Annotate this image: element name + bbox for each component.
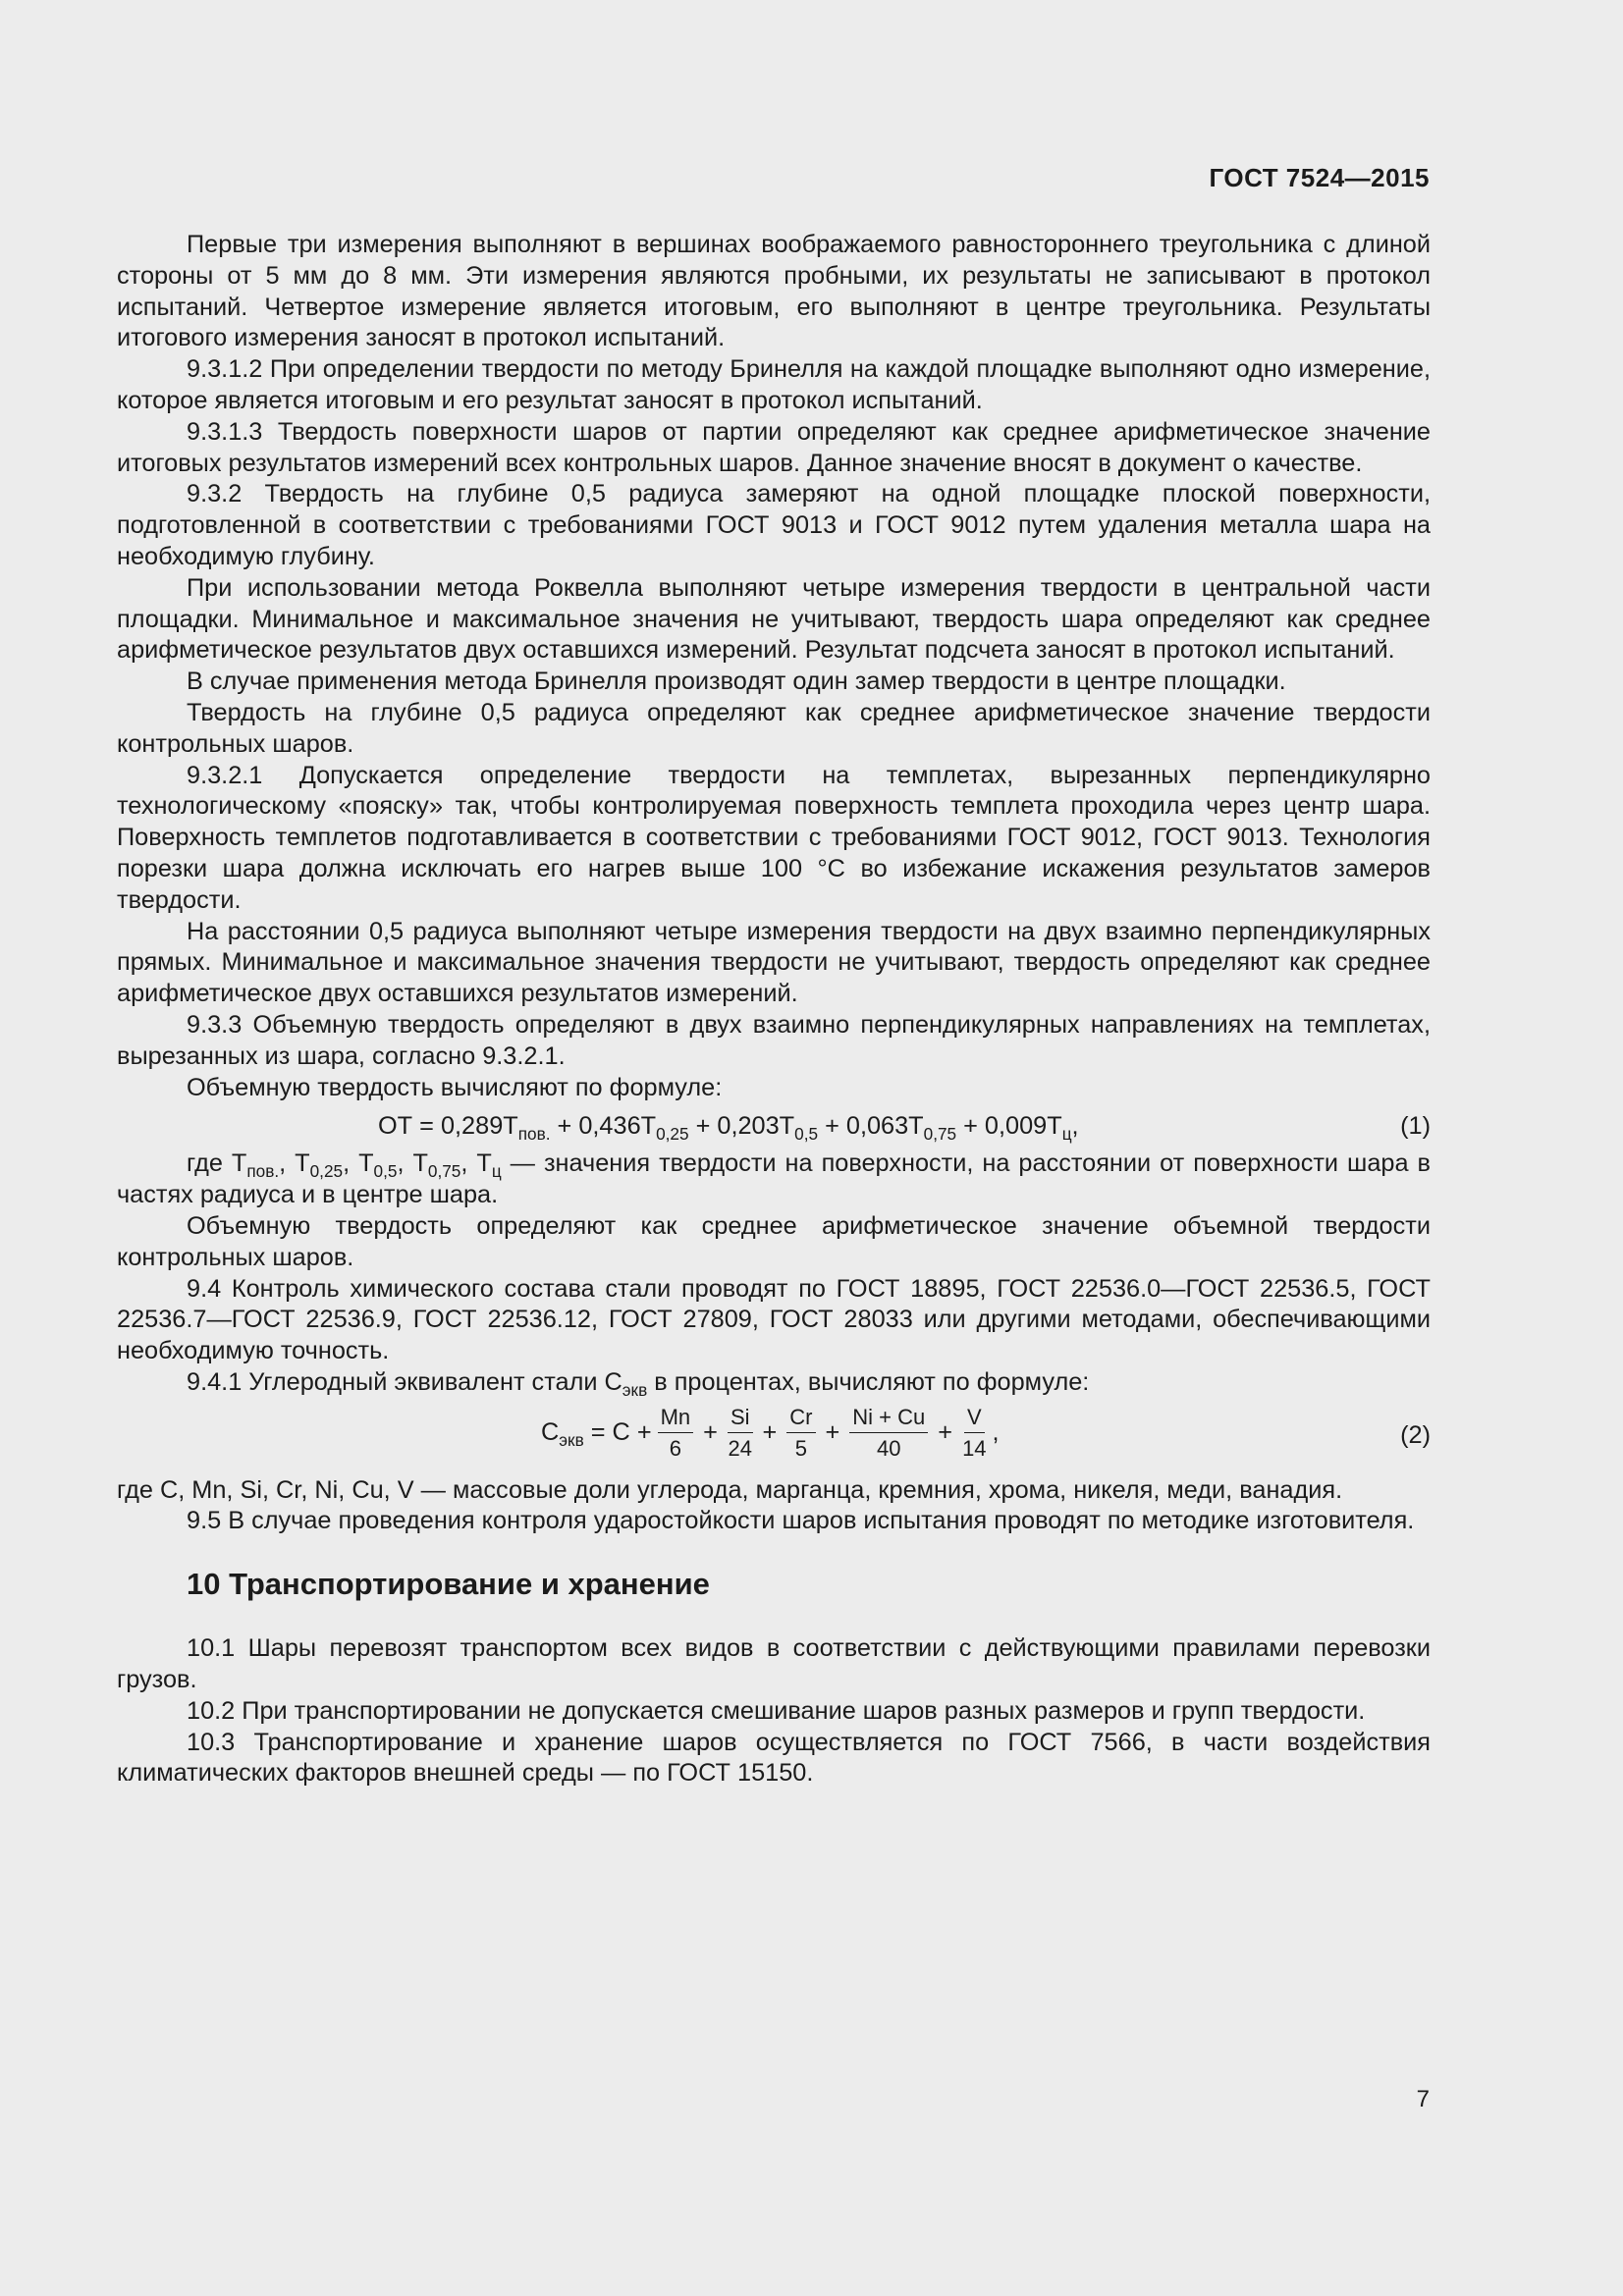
paragraph: 9.3.1.2 При определении твердости по методу Бринелля на каждой площадке выполняют одно измерение, которое является итоговым и его результат заносят в протокол испытаний.	[117, 355, 1431, 414]
paragraph: 9.3.2 Твердость на глубине 0,5 радиуса замеряют на одной площадке плоской поверхности, подготовленной в соответствии с требованиями ГОСТ 9013 и ГОСТ 9012 путем удаления металла шара на необходимую глубину.	[117, 480, 1431, 570]
paragraph: Объемную твердость определяют как среднее арифметическое значение объемной твердости контрольных шаров.	[117, 1211, 1431, 1271]
paragraph: На расстоянии 0,5 радиуса выполняют четыре измерения твердости на двух взаимно перпендикулярных прямых. Минимальное и максимальное значения твердости не учитывают, твердость определяют как среднее арифметическое двух оставшихся результатов измерений.	[117, 917, 1431, 1008]
formula-1-expression: ОТ = $0,289Т_{пов.} + 0,436Т_{0,25} + 0,203Т_{0,5} + 0,063Т_{0,75} + 0,009Т_ц$,	[378, 1112, 1079, 1145]
paragraph: 9.5 В случае проведения контроля ударостойкости шаров испытания проводят по методике изготовителя.	[187, 1507, 1415, 1535]
fraction: $\frac{Mn}{6}$	[658, 1405, 694, 1463]
paragraph: Объемную твердость вычисляют по формуле:	[187, 1073, 723, 1101]
page-number: 7	[1416, 2086, 1430, 2112]
paragraph-9-4-1: 9.4.1 Углеродный эквивалент стали $С_{экв}$ в процентах, вычисляют по формуле:	[187, 1367, 1090, 1400]
paragraph: 10.1 Шары перевозят транспортом всех видов в соответствии с действующими правилами перевозки грузов.	[117, 1634, 1431, 1694]
fraction: $\frac{Ni + Cu}{40}$	[849, 1405, 928, 1463]
paragraph: 9.4 Контроль химического состава стали проводят по ГОСТ 18895, ГОСТ 22536.0—ГОСТ 22536.5, ГОСТ 22536.7—ГОСТ 22536.9, ГОСТ 22536.12, ГОСТ 27809, ГОСТ 28033 или другими методами, обеспечивающими необходимую точность.	[117, 1274, 1431, 1365]
fraction: $\frac{Si}{24}$	[728, 1404, 752, 1461]
paragraph: 9.3.2.1 Допускается определение твердости на темплетах, вырезанных перпендикулярно технологическому «пояску» так, чтобы контролируемая поверхность темплета проходила через центр шара. Поверхность темплетов подготавливается в соответствии с требованиями ГОСТ 9012, ГОСТ 9013. Технология порезки шара должна исключать его нагрев выше 100 °С во избежание искажения результатов замеров твердости.	[117, 761, 1431, 914]
paragraph: 9.3.3 Объемную твердость определяют в двух взаимно перпендикулярных направлениях на темплетах, вырезанных из шара, согласно 9.3.2.1.	[117, 1010, 1431, 1070]
paragraph: В случае применения метода Бринелля производят один замер твердости в центре площадки.	[187, 667, 1286, 696]
paragraph: 9.3.1.3 Твердость поверхности шаров от партии определяют как среднее арифметическое значение итоговых результатов измерений всех контрольных шаров. Данное значение вносят в документ о качестве.	[117, 417, 1431, 477]
fraction: $\frac{Cr}{5}$	[786, 1405, 815, 1463]
body-text	[117, 230, 1431, 1789]
paragraph: Первые три измерения выполняют в вершинах воображаемого равностороннего треугольника с длиной стороны от 5 мм до 8 мм. Эти измерения являются пробными, их результаты не записывают в протокол испытаний. Четвертое измерение является итоговым, его выполняют в центре треугольника. Результаты итогового измерения заносят в протокол испытаний.	[117, 231, 1431, 352]
formula-1	[117, 1105, 1431, 1147]
fraction: $\frac{V}{14}$	[962, 1404, 987, 1461]
paragraph: 10.2 При транспортировании не допускается смешивание шаров разных размеров и групп твердости.	[187, 1696, 1366, 1725]
formula-2-number: (2)	[1400, 1420, 1431, 1449]
formula-2	[117, 1403, 1431, 1471]
formula-1-number: (1)	[1400, 1112, 1431, 1141]
section-title: 10 Транспортирование и хранение	[187, 1567, 710, 1602]
paragraph: Твердость на глубине 0,5 радиуса определяют как среднее арифметическое значение твердости контрольных шаров.	[117, 698, 1431, 758]
formula-1-legend: где $Т_{пов.}$, $Т_{0,25}$, $Т_{0,5}$, $Т_{0,75}$, $Т_ц$ — значения твердости на поверхности, на расстоянии от поверхности шара в частях радиуса и в центре шара.	[117, 1149, 1431, 1209]
formula-2-expression: $С_{экв} = С$ + $\frac{Mn}{6}$ + $\frac{Si}{24}$ + $\frac{Cr}{5}$ + $\frac{Ni + Cu}{40}$ + $\frac{V}{14}$ ,	[541, 1404, 1000, 1461]
doc-header: ГОСТ 7524—2015	[1209, 163, 1430, 192]
paragraph: 10.3 Транспортирование и хранение шаров осуществляется по ГОСТ 7566, в части воздействия климатических факторов внешней среды — по ГОСТ 15150.	[117, 1728, 1431, 1788]
paragraph: При использовании метода Роквелла выполняют четыре измерения твердости в центральной части площадки. Минимальное и максимальное значения не учитывают, твердость шара определяют как среднее арифметическое результатов двух оставшихся измерений. Результат подсчета заносят в протокол испытаний.	[117, 573, 1431, 665]
paragraph: где С, Mn, Si, Cr, Ni, Cu, V — массовые доли углерода, марганца, кремния, хрома, никеля, меди, ванадия.	[117, 1475, 1343, 1504]
